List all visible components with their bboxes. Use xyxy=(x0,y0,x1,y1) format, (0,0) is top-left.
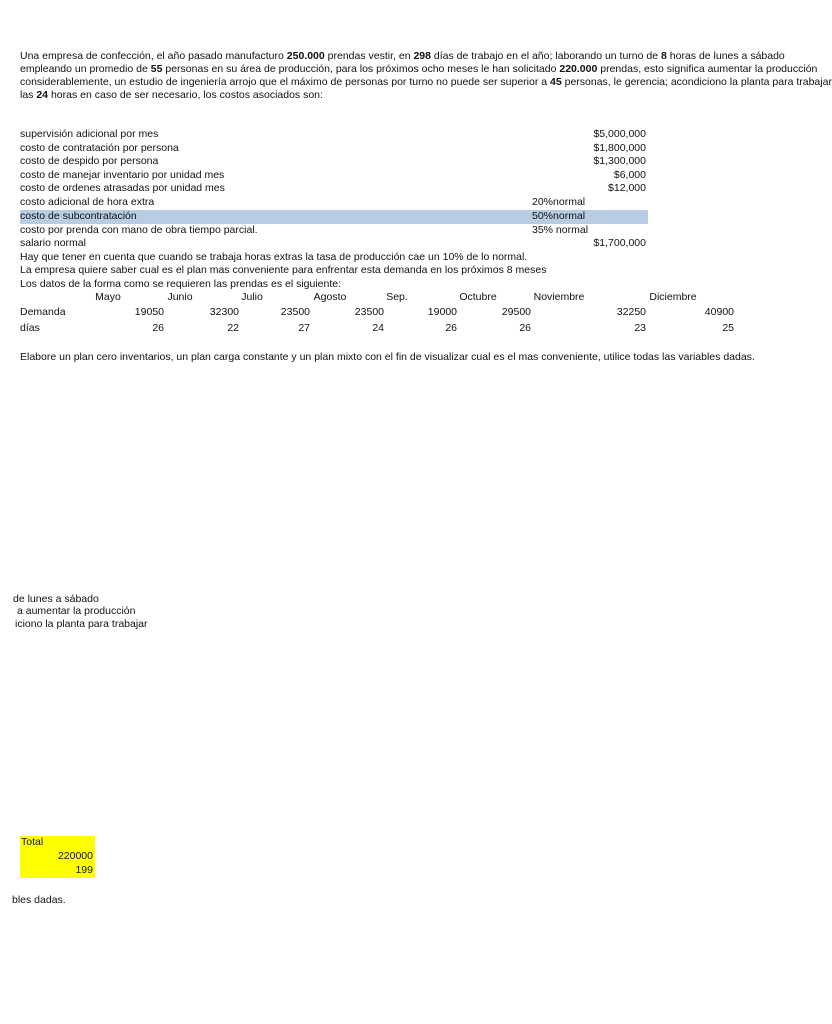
demanda-cell: 19050 xyxy=(134,306,164,318)
intro-line-2: empleando un promedio de 55 personas en su área de producción, para los próximos ocho meses le han solicitado 220.000 prendas, esto significa aumentar la producción xyxy=(20,63,818,75)
note-goal: La empresa quiere saber cual es el plan mas conveniente para enfrentar esta demanda en los próximos 8 meses xyxy=(20,264,547,276)
note-overtime: Hay que tener en cuenta que cuando se trabaja horas extras la tasa de producción cae un 10% de lo normal. xyxy=(20,251,528,263)
demanda-label: Demanda xyxy=(20,306,66,318)
overflow-fragment: bles dadas. xyxy=(12,894,66,906)
cost-pct: 50%normal xyxy=(532,210,586,222)
total-demanda: 220000 xyxy=(57,850,93,862)
intro-line-1: Una empresa de confección, el año pasado manufacturo 250.000 prendas vestir, en 298 días de trabajo en el año; laborando un turno de 8 horas de lunes a sábado xyxy=(20,50,785,62)
cost-label: supervisión adicional por mes xyxy=(20,128,159,140)
dias-cell: 24 xyxy=(372,322,384,334)
dias-cell: 26 xyxy=(519,322,531,334)
dias-cell: 22 xyxy=(227,322,239,334)
demanda-cell: 23500 xyxy=(280,306,310,318)
note-data-intro: Los datos de la forma como se requieren las prendas es el siguiente: xyxy=(20,278,342,290)
demanda-cell: 40900 xyxy=(704,306,734,318)
demanda-cell: 23500 xyxy=(354,306,384,318)
month-header: Julio xyxy=(241,291,263,303)
cost-value: $1,700,000 xyxy=(593,237,646,249)
month-header: Mayo xyxy=(95,291,121,303)
dias-label: días xyxy=(20,322,40,334)
overflow-fragment: a aumentar la producción xyxy=(17,605,136,617)
demanda-cell: 29500 xyxy=(501,306,531,318)
dias-cell: 26 xyxy=(152,322,164,334)
total-label: Total xyxy=(21,836,44,848)
cost-label: costo por prenda con mano de obra tiempo parcial. xyxy=(20,224,258,236)
demanda-cell: 19000 xyxy=(427,306,457,318)
cost-label: costo de ordenes atrasadas por unidad mes xyxy=(20,182,225,194)
dias-cell: 23 xyxy=(634,322,646,334)
cost-value: $6,000 xyxy=(613,169,646,181)
cost-pct: 35% normal xyxy=(532,224,589,236)
cost-value: $5,000,000 xyxy=(593,128,646,140)
month-header: Sep. xyxy=(386,291,408,303)
cost-label: costo de despido por persona xyxy=(20,155,159,167)
overflow-fragment: de lunes a sábado xyxy=(13,593,99,605)
cost-label: costo adicional de hora extra xyxy=(20,196,155,208)
dias-cell: 27 xyxy=(298,322,310,334)
overflow-fragment: iciono la planta para trabajar xyxy=(15,618,148,630)
cost-value: $1,300,000 xyxy=(593,155,646,167)
intro-line-4: las 24 horas en caso de ser necesario, los costos asociados son: xyxy=(20,89,323,101)
total-dias: 199 xyxy=(75,864,93,876)
cost-value: $1,800,000 xyxy=(593,142,646,154)
month-header: Noviembre xyxy=(533,291,585,303)
month-header: Octubre xyxy=(459,291,497,303)
cost-label: costo de subcontratación xyxy=(20,210,137,222)
cost-value: $12,000 xyxy=(608,182,646,194)
month-header: Agosto xyxy=(313,291,347,303)
month-header: Diciembre xyxy=(649,291,697,303)
cost-pct: 20%normal xyxy=(532,196,586,208)
month-header: Junio xyxy=(167,291,193,303)
cost-label: salario normal xyxy=(20,237,86,249)
cost-label: costo de manejar inventario por unidad mes xyxy=(20,169,225,181)
intro-line-3: considerablemente, un estudio de ingeniería arrojo que el máximo de personas por turno no puede ser superior a 45 personas, le gerencia; acondiciono la planta para trabajar xyxy=(20,76,832,88)
demanda-cell: 32300 xyxy=(209,306,239,318)
dias-cell: 26 xyxy=(445,322,457,334)
cost-label: costo de contratación por persona xyxy=(20,142,179,154)
dias-cell: 25 xyxy=(722,322,734,334)
demanda-cell: 32250 xyxy=(616,306,646,318)
task-statement: Elabore un plan cero inventarios, un plan carga constante y un plan mixto con el fin de visualizar cual es el mas conveniente, utilice todas las variables dadas. xyxy=(20,351,755,363)
